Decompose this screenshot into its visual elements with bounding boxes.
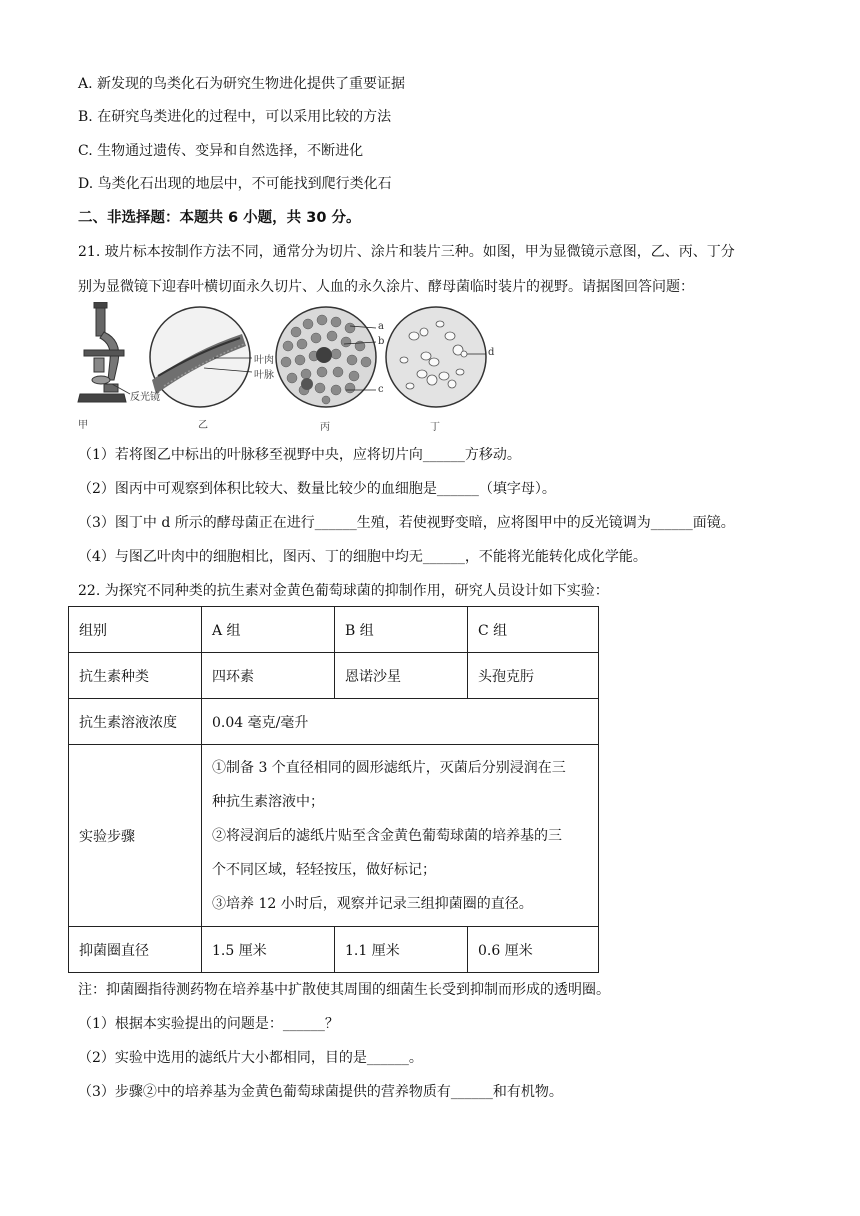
table-cell: 1.1 厘米	[335, 927, 468, 973]
table-cell: A 组	[202, 607, 335, 653]
label-a: a	[378, 321, 384, 332]
table-cell: 抑菌圈直径	[69, 927, 202, 973]
label-yerou: 叶肉	[254, 355, 274, 366]
table-row	[69, 607, 599, 653]
option-a: A. 新发现的鸟类化石为研究生物进化提供了重要证据	[78, 76, 406, 92]
step-line: ②将浸润后的滤纸片贴至含金黄色葡萄球菌的培养基的三	[212, 827, 562, 844]
option-c: C. 生物通过遗传、变异和自然选择，不断进化	[78, 143, 364, 159]
table-cell: 0.04 毫克/毫升	[202, 699, 599, 745]
table-cell: 恩诺沙星	[335, 653, 468, 699]
q22-sub3: （3）步骤②中的培养基为金黄色葡萄球菌提供的营养物质有______和有机物。	[78, 1084, 563, 1100]
q21-sub1: （1）若将图乙中标出的叶脉移至视野中央，应将切片向______方移动。	[78, 447, 521, 463]
label-ding: 丁	[430, 422, 440, 433]
blood-smear-view	[276, 307, 376, 407]
table-cell: 抗生素溶液浓度	[69, 699, 202, 745]
step-line: ③培养 12 小时后，观察并记录三组抑菌圈的直径。	[212, 895, 533, 912]
yeast-view	[386, 307, 486, 407]
label-yemai: 叶脉	[254, 370, 274, 381]
label-yi: 乙	[198, 420, 208, 431]
table-cell: 抗生素种类	[69, 653, 202, 699]
q22-sub1: （1）根据本实验提出的问题是：______？	[78, 1016, 339, 1032]
step-line: ①制备 3 个直径相同的圆形滤纸片，灭菌后分别浸润在三	[212, 759, 566, 776]
leaf-section-view	[150, 307, 252, 407]
table-row	[69, 653, 599, 699]
q21-sub3: （3）图丁中 d 所示的酵母菌正在进行______生殖，若使视野变暗，应将图甲中的反光镜调为______面镜。	[78, 515, 735, 531]
label-d: d	[488, 347, 495, 358]
table-cell: C 组	[468, 607, 599, 653]
label-jia: 甲	[78, 420, 88, 431]
option-b: B. 在研究鸟类进化的过程中，可以采用比较的方法	[78, 109, 392, 125]
q22-sub2: （2）实验中选用的滤纸片大小都相同，目的是______。	[78, 1050, 423, 1066]
q21-sub4: （4）与图乙叶肉中的细胞相比，图丙、丁的细胞中均无______，不能将光能转化成化学能。	[78, 549, 647, 565]
table-row	[69, 745, 599, 927]
table-cell: 组别	[69, 607, 202, 653]
q21-sub2: （2）图丙中可观察到体积比较大、数量比较少的血细胞是______（填字母）。	[78, 481, 556, 497]
label-b: b	[378, 336, 385, 347]
q21-stem-line1: 21. 玻片标本按制作方法不同，通常分为切片、涂片和装片三种。如图，甲为显微镜示意图，乙、丙、丁分	[78, 244, 735, 260]
step-line: 个不同区域，轻轻按压，做好标记；	[212, 861, 436, 878]
experiment-steps	[202, 745, 599, 927]
q21-stem-line2: 别为显微镜下迎春叶横切面永久切片、人血的永久涂片、酵母菌临时装片的视野。请据图回答问题：	[78, 279, 694, 295]
experiment-table	[68, 606, 599, 973]
option-d: D. 鸟类化石出现的地层中，不可能找到爬行类化石	[78, 176, 392, 192]
table-row	[69, 927, 599, 973]
table-cell: 实验步骤	[69, 745, 202, 927]
q22-note: 注：抑菌圈指待测药物在培养基中扩散使其周围的细菌生长受到抑制而形成的透明圈。	[78, 982, 610, 998]
section-heading: 二、非选择题：本题共 6 小题，共 30 分。	[78, 210, 361, 226]
label-fanguangjing: 反光镜	[130, 392, 160, 403]
table-cell: 0.6 厘米	[468, 927, 599, 973]
step-line: 种抗生素溶液中；	[212, 793, 324, 810]
table-cell: 头孢克肟	[468, 653, 599, 699]
label-bing: 丙	[320, 422, 330, 433]
table-cell: 四环素	[202, 653, 335, 699]
microscope-illustration	[78, 302, 126, 402]
label-c: c	[378, 384, 384, 395]
table-cell: 1.5 厘米	[202, 927, 335, 973]
q21-figure-drawing	[74, 302, 494, 432]
table-row	[69, 699, 599, 745]
q22-stem: 22. 为探究不同种类的抗生素对金黄色葡萄球菌的抑制作用，研究人员设计如下实验：	[78, 583, 609, 599]
q21-figure	[74, 302, 494, 432]
table-cell: B 组	[335, 607, 468, 653]
